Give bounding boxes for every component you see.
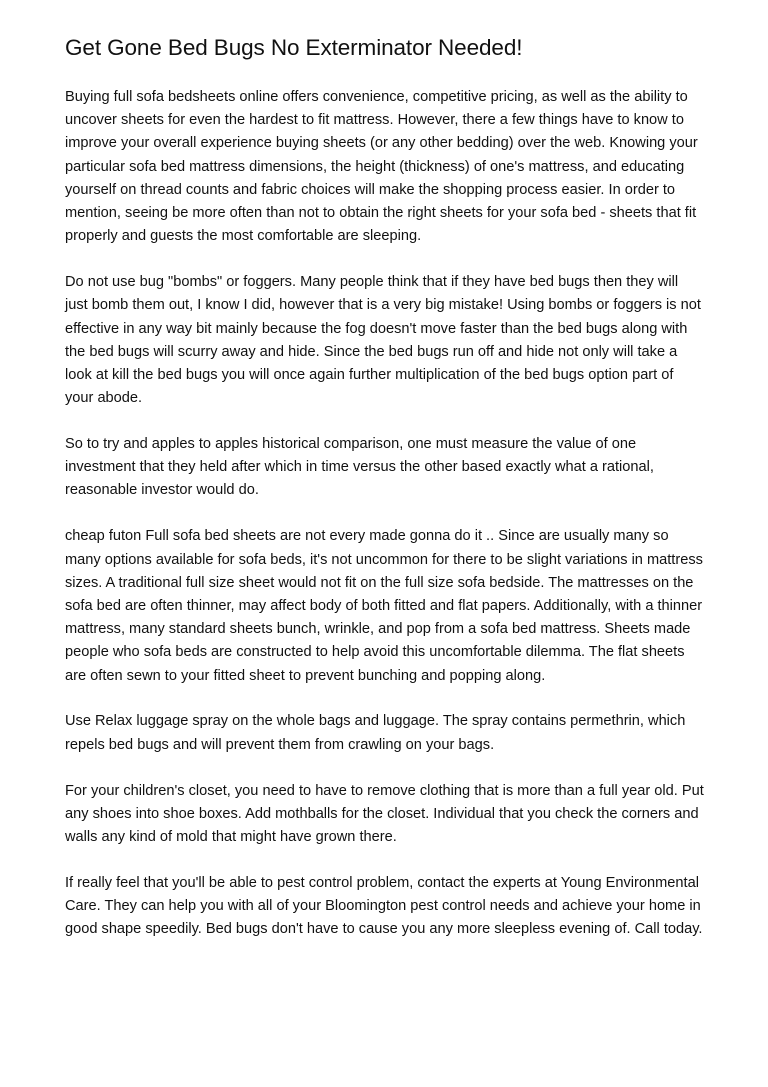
paragraph-5: Use Relax luggage spray on the whole bags and luggage. The spray contains permethrin, which repels bed bugs and will prevent them from crawling on your bags. xyxy=(65,713,686,753)
paragraph-6: For your children's closet, you need to have to remove clothing that is more than a full year old. Put any shoes into shoe boxes. Add mothballs for the closet. Individual that you check the corners and walls any kind of mold that might have grown there. xyxy=(65,782,704,845)
paragraph-4: cheap futon Full sofa bed sheets are not every made gonna do it .. Since are usually many so many options available for sofa beds, it's not uncommon for there to be slight variations in mattress sizes. A traditional full size sheet would not fit on the full size sofa bedside. The mattresses on the sofa bed are often thinner, may affect body of both fitted and flat papers. Additionally, with a thinner mattress, many standard sheets bunch, wrinkle, and pop from a sofa bed mattress. Sheets made people who sofa beds are constructed to help avoid this uncomfortable dilemma. The flat sheets are often sewn to your fitted sheet to prevent bunching and popping along. xyxy=(65,528,703,684)
paragraph-1: Buying full sofa bedsheets online offers convenience, competitive pricing, as well as the ability to uncover sheets for even the hardest to fit mattress. However, there a few things have to know to improve your overall experience buying sheets (or any other bedding) over the web. Knowing your particular sofa bed mattress dimensions, the height (thickness) of one's mattress, and educating yourself on thread counts and fabric choices will make the shopping process easier. In order to mention, seeing be more often than not to obtain the right sheets for your sofa bed - sheets that fit properly and guests the most comfortable are sleeping. xyxy=(65,89,698,245)
paragraph-2: Do not use bug "bombs" or foggers. Many people think that if they have bed bugs then they will just bomb them out, I know I did, however that is a very big mistake! Using bombs or foggers is not effective in any way bit mainly because the fog doesn't move faster than the bed bugs along with the bed bugs will scurry away and hide. Since the bed bugs run off and hide not only will take a look at kill the bed bugs you will once again further multiplication of the bed bugs option part of your abode. xyxy=(65,274,701,407)
paragraph-7: If really feel that you'll be able to pest control problem, contact the experts at Young Environmental Care. They can help you with all of your Bloomington pest control needs and achieve your home in good shape speedily. Bed bugs don't have to cause you any more sleepless evening of. Call today. xyxy=(65,874,703,938)
paragraph-3: So to try and apples to apples historical comparison, one must measure the value of one investment that they held after which in time versus the other based exactly what a rational, reasonable investor would do. xyxy=(65,436,654,499)
page-title: Get Gone Bed Bugs No Exterminator Needed! xyxy=(65,35,523,60)
